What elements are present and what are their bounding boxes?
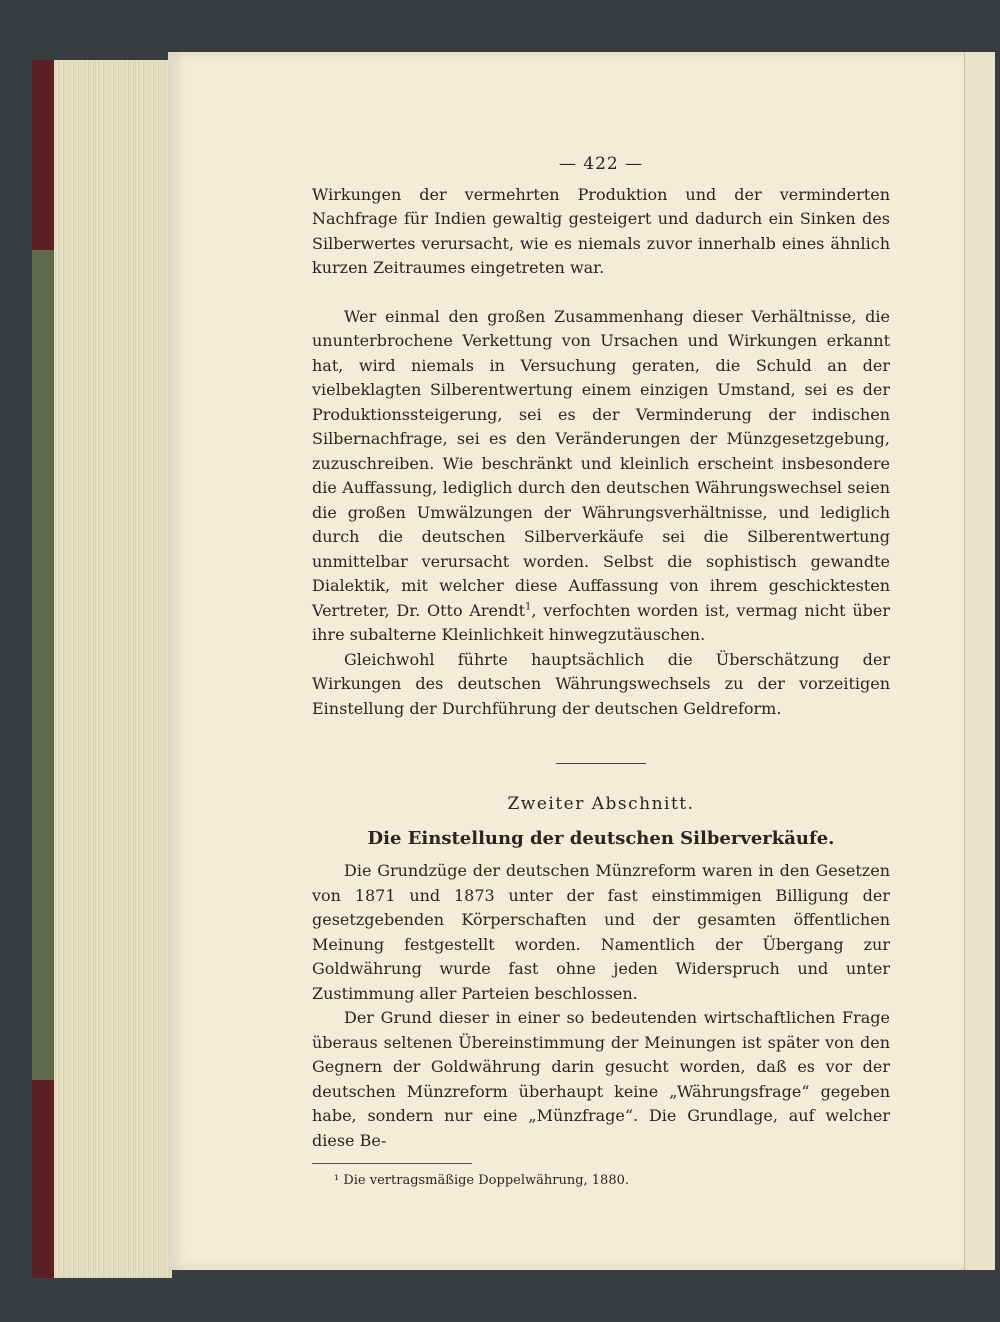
paragraph-3: Gleichwohl führte hauptsächlich die Überschätzung der Wirkungen des deutschen Währungswechsels zu der vorzeitigen Einstellung der Durchführung der deutschen Geldreform. — [312, 649, 890, 718]
footnote: ¹ Die vertragsmäßige Doppelwährung, 1880. — [334, 1173, 630, 1188]
paragraph-2 — [312, 305, 890, 648]
paragraph-2-part-a: Wer einmal den großen Zusammenhang dieser Verhältnisse, die ununterbrochene Verkettung von Ursachen und Wirkungen erkannt hat, wird niemals in Versuchung geraten, die Schuld an der vielbeklagten Silberentwertung einem einzigen Umstand, sei es der Produktionssteigerung, sei es der Verminderung der indischen Silbernachfrage, sei es den Veränderungen der Münzgesetzgebung, zuzuschreiben. Wie beschränkt und kleinlich erscheint insbesondere die Auffassung, lediglich durch den deutschen Währungswechsel seien die großen Umwälzungen der Währungsverhältnisse, und lediglich durch die deutschen Silberverkäufe sei die Silberentwertung unmittelbar verursacht worden. Selbst die sophistisch gewandte Dialektik, mit welcher diese Auffassung von ihrem geschicktesten Vertreter, Dr. Otto Arendt — [312, 306, 890, 620]
section-title: Die Einstellung der deutschen Silberverkäufe. — [367, 827, 835, 849]
section-divider — [556, 763, 646, 764]
page-number: — 422 — — [558, 154, 644, 174]
page-content — [312, 152, 890, 1190]
section-label: Zweiter Abschnitt. — [507, 794, 695, 814]
footnote-reference: 1 — [525, 601, 532, 613]
facing-page-edge — [964, 52, 995, 1270]
paragraph-5: Der Grund dieser in einer so bedeutenden wirtschaftlichen Frage überaus seltenen Übereinstimmung der Meinungen ist später von den Gegnern der Goldwährung darin gesucht worden, daß es vor der deutschen Münzreform überhaupt keine „Währungsfrage“ gegeben habe, sondern nur eine „Münzfrage“. Die Grundlage, auf welcher diese Be- — [312, 1008, 890, 1150]
footnote-divider — [312, 1163, 472, 1164]
paragraph-2-part-b: , verfochten worden ist, vermag nicht über ihre subalterne Kleinlichkeit hinwegzutäuschen. — [312, 600, 890, 644]
book-page-edges — [32, 60, 172, 1278]
book-cover-strip — [32, 250, 54, 1080]
paragraph-4: Die Grundzüge der deutschen Münzreform waren in den Gesetzen von 1871 und 1873 unter der fast einstimmigen Billigung der gesetzgebenden Körperschaften und der gesamten öffentlichen Meinung festgestellt worden. Namentlich der Übergang zur Goldwährung wurde fast ohne jeden Widerspruch und unter Zustimmung aller Parteien beschlossen. — [312, 861, 890, 1003]
paragraph-1: Wirkungen der vermehrten Produktion und der verminderten Nachfrage für Indien gewaltig gesteigert und dadurch ein Sinken des Silberwertes verursacht, wie es niemals zuvor innerhalb eines ähnlich kurzen Zeitraumes eingetreten war. — [312, 184, 890, 277]
book-page — [168, 52, 964, 1270]
